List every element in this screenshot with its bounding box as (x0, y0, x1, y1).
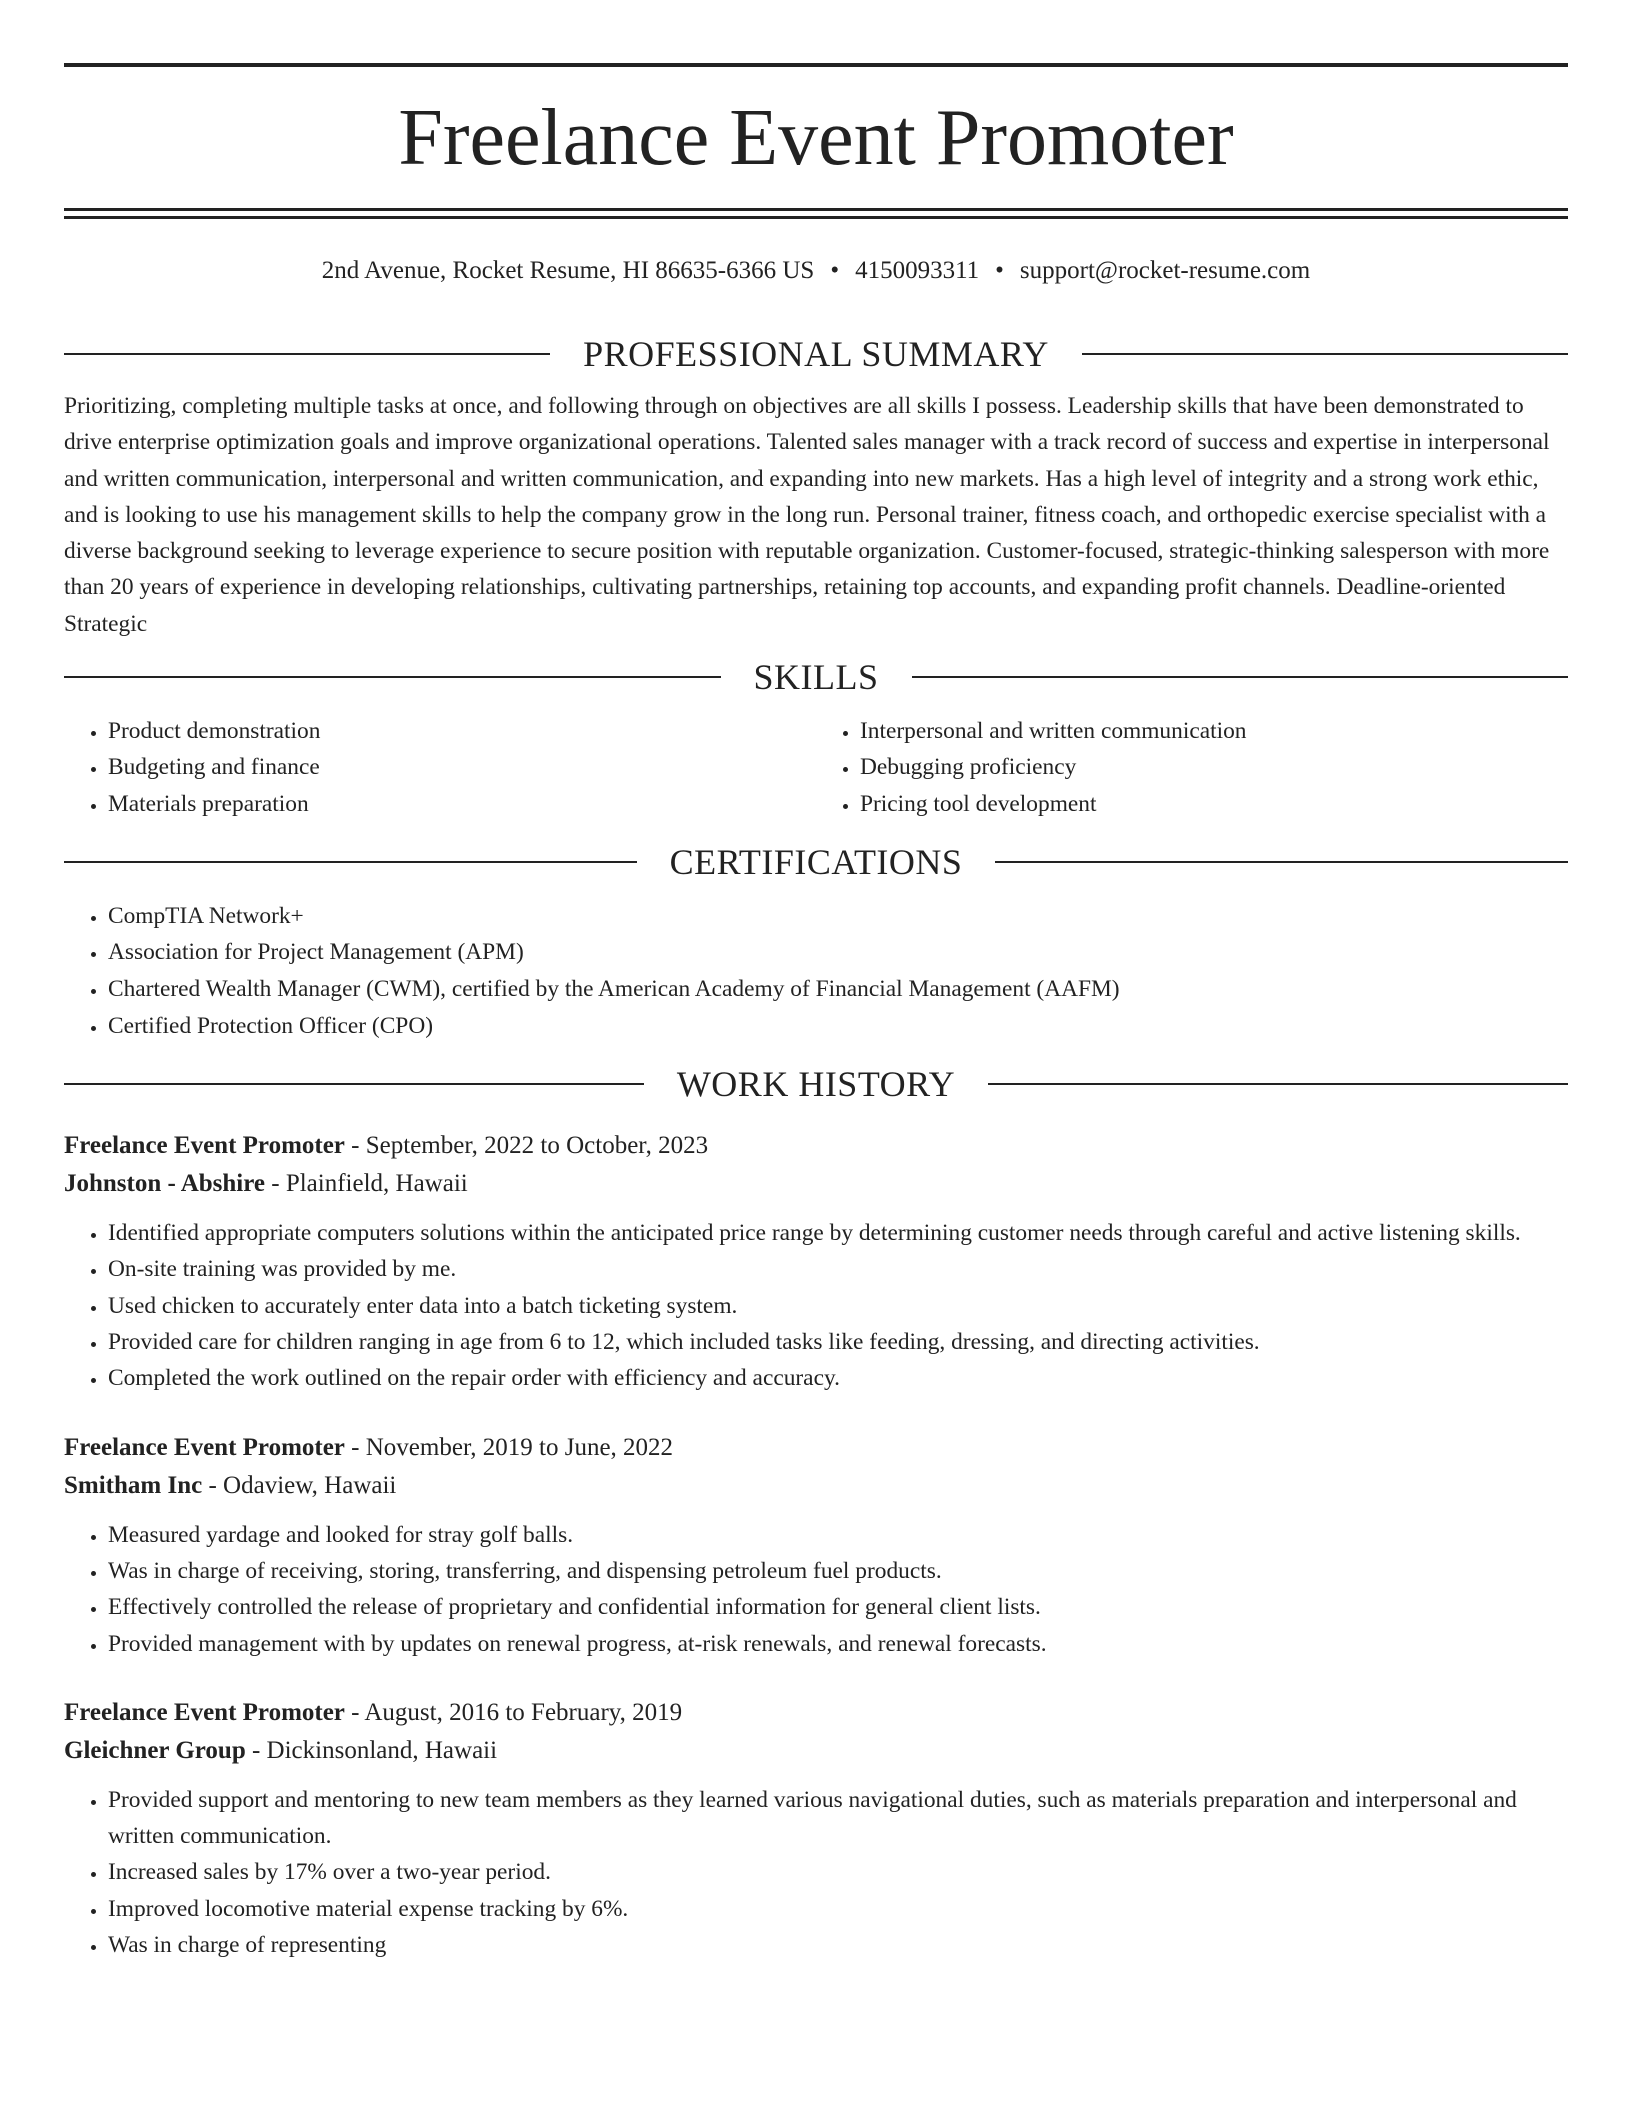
skills-list (64, 713, 1568, 822)
job-bullet: • Measured yardage and looked for stray golf balls. (108, 1517, 1568, 1553)
job-company: Johnston - Abshire (64, 1170, 265, 1198)
job-company-line (64, 1732, 1568, 1770)
heading-rule (64, 1083, 644, 1085)
job-dates: - November, 2019 to June, 2022 (344, 1433, 674, 1461)
skill-item: • Interpersonal and written communication (860, 713, 1568, 749)
contact-separator: • (830, 257, 840, 284)
header-double-rule-upper (64, 208, 1568, 211)
skills-column-left (64, 713, 816, 822)
summary-section-heading (64, 325, 1568, 383)
skill-item: • Materials preparation (108, 786, 816, 822)
job-bullet: • Was in charge of representing (108, 1927, 1568, 1963)
job-bullet: • Improved locomotive material expense tracking by 6%. (108, 1891, 1568, 1927)
skill-item: • Debugging proficiency (860, 749, 1568, 785)
job-bullets (64, 1517, 1568, 1662)
certifications-title: CERTIFICATIONS (669, 841, 963, 882)
certification-item: • Association for Project Management (APM) (108, 934, 1568, 970)
summary-text: Prioritizing, completing multiple tasks at once, and following through on objectives are all skills I possess. Leadership skills that have been demonstrated to drive enterprise optimization goals and improve organizational operations. Talented sales manager with a track record of success and expertise in interpersonal and written communication, interpersonal and written communication, and expanding into new markets. Has a high level of integrity and a strong work ethic, and is looking to use his management skills to help the company grow in the long run. Personal trainer, fitness coach, and orthopedic exercise specialist with a diverse background seeking to leverage experience to secure position with reputable organization. Customer-focused, strategic-thinking salesperson with more than 20 years of experience in developing relationships, cultivating partnerships, retaining top accounts, and expanding profit channels. Deadline-oriented Strategic (64, 393, 1550, 637)
job-title: Freelance Event Promoter (64, 1433, 345, 1461)
work-history-title: WORK HISTORY (676, 1064, 956, 1105)
job-bullet: • Provided care for children ranging in age from 6 to 12, which included tasks like feeding, dressing, and directing activities. (108, 1324, 1568, 1360)
heading-rule (64, 861, 637, 863)
summary-title: PROFESSIONAL SUMMARY (583, 334, 1049, 374)
certification-item: • Certified Protection Officer (CPO) (108, 1008, 1568, 1044)
heading-rule (995, 861, 1568, 863)
job-title-line (64, 1694, 1568, 1732)
job-company: Smitham Inc (64, 1471, 203, 1499)
job-dates: - September, 2022 to October, 2023 (344, 1132, 709, 1160)
certifications-list (64, 898, 1568, 1044)
skill-item: • Budgeting and finance (108, 749, 816, 785)
job-bullet: • Used chicken to accurately enter data into a batch ticketing system. (108, 1288, 1568, 1324)
job-bullets (64, 1782, 1568, 1963)
skills-title: SKILLS (753, 657, 879, 698)
job-title: Freelance Event Promoter (64, 1132, 345, 1160)
top-rule (64, 63, 1568, 67)
job-title: Freelance Event Promoter (64, 1698, 345, 1726)
job-company-line (64, 1467, 1568, 1505)
job-bullet: • Provided management with by updates on renewal progress, at-risk renewals, and renewal forecasts. (108, 1626, 1568, 1662)
job-bullet: • Provided support and mentoring to new team members as they learned various navigational duties, such as materials preparation and interpersonal and written communication. (108, 1782, 1568, 1855)
job-location: - Plainfield, Hawaii (265, 1170, 468, 1198)
job-bullet: • Completed the work outlined on the repair order with efficiency and accuracy. (108, 1360, 1568, 1396)
heading-rule (1082, 353, 1568, 355)
job-bullet: • On-site training was provided by me. (108, 1251, 1568, 1287)
heading-rule (64, 353, 550, 355)
resume-name: Freelance Event Promoter (398, 94, 1234, 182)
header-double-rule-lower (64, 216, 1568, 219)
heading-rule (912, 676, 1569, 678)
certification-item: • CompTIA Network+ (108, 898, 1568, 934)
job-bullet: • Effectively controlled the release of proprietary and confidential information for general client lists. (108, 1589, 1568, 1625)
contact-phone: 4150093311 (855, 257, 980, 284)
job-bullet: • Increased sales by 17% over a two-year period. (108, 1854, 1568, 1890)
resume-body (64, 325, 1568, 1963)
job-dates: - August, 2016 to February, 2019 (344, 1698, 683, 1726)
certification-item: • Chartered Wealth Manager (CWM), certified by the American Academy of Financial Management (AAFM) (108, 971, 1568, 1007)
heading-rule (988, 1083, 1568, 1085)
job-entry (64, 1694, 1568, 1963)
job-location: - Odaview, Hawaii (202, 1471, 397, 1499)
work-history-section-heading (64, 1055, 1568, 1113)
contact-address: 2nd Avenue, Rocket Resume, HI 86635-6366 US (321, 257, 815, 284)
skill-item: • Pricing tool development (860, 786, 1568, 822)
skill-item: • Product demonstration (108, 713, 816, 749)
certifications-section-heading (64, 833, 1568, 891)
job-bullet: • Identified appropriate computers solutions within the anticipated price range by determining customer needs through careful and active listening skills. (108, 1215, 1568, 1251)
contact-separator: • (995, 257, 1004, 284)
job-company: Gleichner Group (64, 1736, 246, 1764)
job-title-line (64, 1127, 1568, 1165)
job-location: - Dickinsonland, Hawaii (245, 1736, 498, 1764)
job-title-line (64, 1429, 1568, 1467)
job-entry (64, 1429, 1568, 1662)
skills-column-right (816, 713, 1568, 822)
job-bullets (64, 1215, 1568, 1396)
heading-rule (64, 676, 721, 678)
job-bullet: • Was in charge of receiving, storing, transferring, and dispensing petroleum fuel products. (108, 1553, 1568, 1589)
job-company-line (64, 1165, 1568, 1203)
contact-line (64, 254, 1568, 288)
skills-section-heading (64, 648, 1568, 706)
contact-email: support@rocket-resume.com (1019, 257, 1311, 284)
job-entry (64, 1127, 1568, 1396)
